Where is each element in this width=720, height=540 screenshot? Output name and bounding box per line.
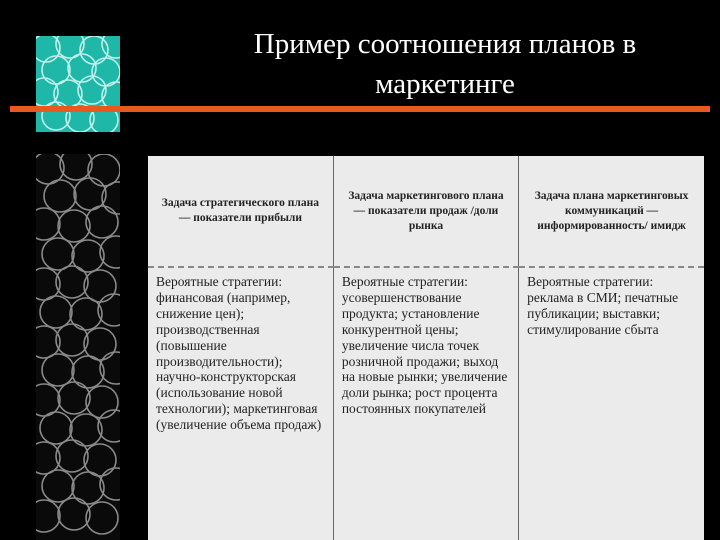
scanned-table-image — [148, 156, 704, 540]
decorative-circles-panel — [36, 154, 120, 540]
table-header-row — [148, 156, 704, 267]
header-strategic-plan: Задача стратегического плана — показатели прибыли — [148, 156, 333, 267]
cell-marketing-strategies: Вероятные стратегии: усовершенствование продукта; установление конкурентной цены; увеличение числа точек розничной продажи; выход на новые рынки; увеличение доли рынка; рост процента постоянных покупателей — [333, 267, 518, 540]
slide-title-line1: Пример соотношения планов в — [253, 28, 637, 60]
slide-title — [215, 24, 675, 104]
decorative-circles-square — [36, 36, 120, 132]
cell-communications-strategies: Вероятные стратегии: реклама в СМИ; печатные публикации; выставки; стимулирование сбыта — [527, 274, 679, 337]
slide-title-line2: маркетинге — [375, 68, 515, 100]
accent-bar — [10, 106, 710, 112]
header-marketing-plan: Задача маркетингового плана — показатели продаж /доли рынка — [333, 156, 518, 267]
header-communications-plan: Задача плана маркетинговых коммуникаций — информированность/ имидж — [519, 156, 704, 267]
table-row — [148, 267, 704, 540]
plans-table — [148, 156, 704, 540]
cell-strategic-strategies: Вероятные стратегии: финансовая (например, снижение цен); производственная (повышение производительности); научно-конструкторская (использование новой технологии); маркетинговая (увеличение объема продаж) — [148, 267, 333, 540]
